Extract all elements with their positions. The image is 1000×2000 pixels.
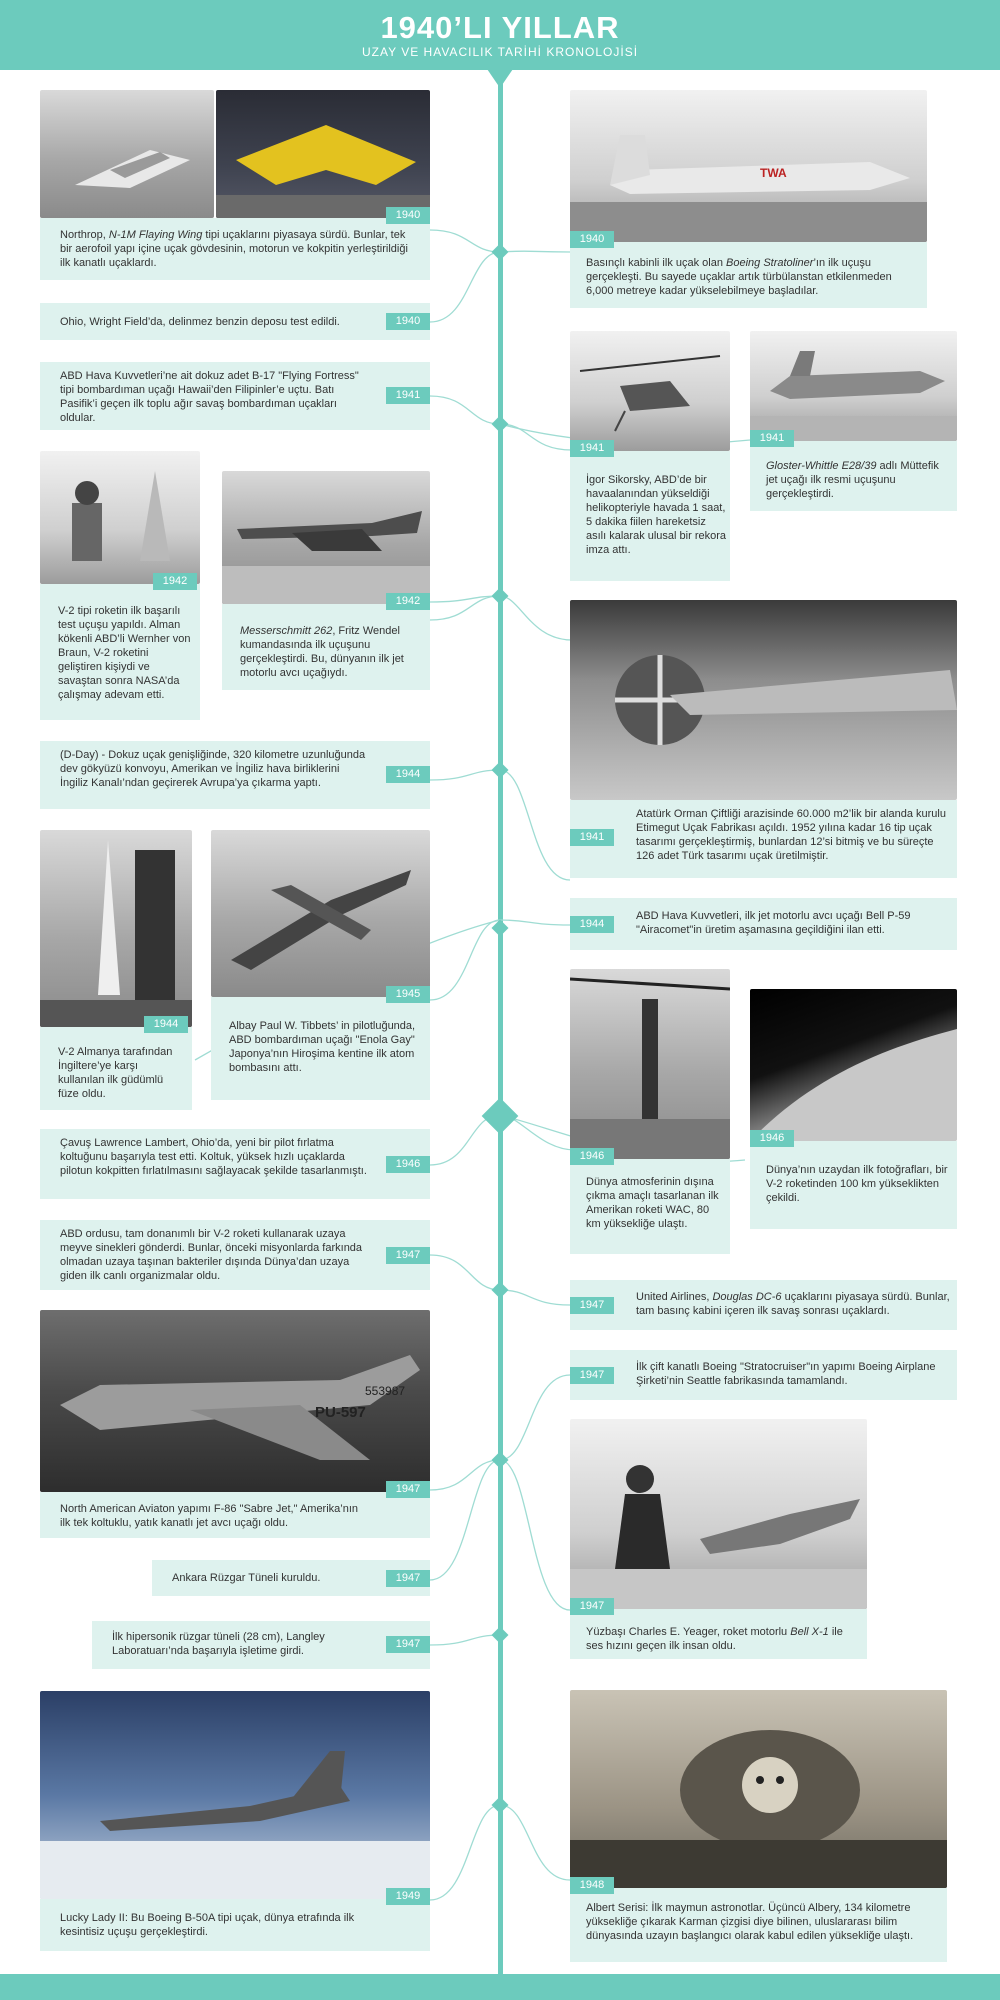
event-text: Dünya’nın uzaydan ilk fotoğrafları, bir V-2 roketinden 100 km yükseklikten çekildi. (766, 1164, 948, 1204)
year-badge: 1942 (153, 573, 197, 590)
year-badge: 1947 (386, 1570, 430, 1587)
event-text: V-2 Almanya tarafından İngiltere’ye karşı kullanılan ilk güdümlü füze oldu. (58, 1046, 173, 1100)
year-badge: 1940 (386, 313, 430, 330)
event-text: Albay Paul W. Tibbets’ in pilotluğunda, ABD bombardıman uçağı "Enola Gay" Japonya’nın Hiroşima kentine ilk atom bombasını attı. (229, 1020, 416, 1074)
year-badge: 1947 (386, 1636, 430, 1653)
albert-monkey-photo (570, 1690, 947, 1888)
year-badge: 1946 (570, 1148, 614, 1165)
year-badge: 1941 (386, 387, 430, 404)
von-braun-photo (40, 451, 200, 584)
event-card-1946-ejection-seat (40, 1129, 430, 1199)
event-card-1946-space-photo (750, 1132, 957, 1229)
event-card-1940-stratoliner (570, 233, 927, 308)
event-text: Dünya atmosferinin dışına çıkma amaçlı tasarlanan ilk Amerikan roketi WAC, 80 km yüksekliğe ulaştı. (586, 1176, 719, 1230)
year-badge: 1947 (570, 1598, 614, 1615)
event-text: Yüzbaşı Charles E. Yeager, roket motorlu Bell X-1 ile ses hızını geçen ilk insan oldu. (586, 1626, 843, 1652)
earth-from-space-photo (750, 989, 957, 1141)
year-badge: 1946 (386, 1156, 430, 1173)
event-card-1947-hypersonic-tunnel (92, 1621, 430, 1669)
year-badge: 1947 (570, 1297, 614, 1314)
event-text: V-2 tipi roketin ilk başarılı test uçuşu yapıldı. Alman kökenli ABD’li Wernher von Braun, V-2 roketini geliştiren kişiydi ve savaştan sonra NASA’da çalışmay adevam etti. (58, 605, 191, 701)
event-text: İgor Sikorsky, ABD’de bir havaalanından yükseldiği helikopteriyle havada 1 saat, 5 dakika fiilen hareketsiz asılı kalarak ulusal bir rekora imza attı. (586, 474, 727, 556)
event-text: Northrop, N-1M Flaying Wing tipi uçaklarını piyasaya sürdü. Bunlar, tek bir aerofoil yapı içine uçak gövdesinin, motorun ve kokpitin yerleştirildiği ilk kanatlı uçaklardı. (60, 229, 408, 269)
year-badge: 1944 (570, 916, 614, 933)
event-card-1949-lucky-lady (40, 1890, 430, 1951)
event-text: (D-Day) - Dokuz uçak genişliğinde, 320 kilometre uzunluğunda dev gökyüzü konvoyu, Amerikan ve İngiliz hava birliklerini İngiliz Kanalı’ndan geçirerek Avrupa’ya çıkarma yaptı. (60, 749, 366, 789)
event-text: Gloster-Whittle E28/39 adlı Müttefik jet uçağı ilk resmi uçuşunu gerçekleştirdi. (766, 460, 939, 500)
event-text: İlk çift kanatlı Boeing "Stratocruiser"ın yapımı Boeing Airplane Şirketi’nin Seattle fabrikasında tamamlandı. (636, 1361, 936, 1387)
event-card-1947-stratocruiser (570, 1350, 957, 1400)
sabre-fuselage-code: PU-597 (315, 1404, 366, 1421)
event-card-1947-dc6 (570, 1280, 957, 1330)
lucky-lady-photo (40, 1691, 430, 1899)
year-badge: 1947 (386, 1481, 430, 1498)
event-text: Atatürk Orman Çiftliği arazisinde 60.000 m2’lik bir alanda kurulu Etimegut Uçak Fabrikası açıldı. 1952 yılına kadar 16 tip uçak tasarımı gerçekleştirmiş, bunlardan 12’si bitmiş ve bu süreçte 126 adet Türk tasarımı uçak üretilmiştir. (636, 808, 946, 862)
year-badge: 1940 (570, 231, 614, 248)
event-text: Messerschmitt 262, Fritz Wendel kumandasında ilk uçuşunu gerçekleştirdi. Bu, dünyanın ilk jet motorlu avcı uçağıydı. (240, 625, 404, 679)
year-badge: 1945 (386, 986, 430, 1003)
year-badge: 1942 (386, 593, 430, 610)
yeager-bell-x1-photo (570, 1419, 867, 1609)
event-card-1940-flying-wing (40, 209, 430, 280)
event-card-1941-sikorsky (570, 442, 730, 581)
event-card-1944-v2-missile (40, 1018, 192, 1110)
flying-wing-photo (40, 90, 214, 218)
flying-wing-museum-photo (216, 90, 430, 218)
event-card-1942-v2 (40, 575, 200, 720)
year-badge: 1949 (386, 1888, 430, 1905)
messerschmitt-photo (222, 471, 430, 604)
etimesgut-factory-photo (570, 600, 957, 800)
event-card-1945-enola-gay (211, 988, 430, 1100)
footer-bar (0, 1974, 1000, 2000)
year-badge: 1941 (570, 440, 614, 457)
year-badge: 1940 (386, 207, 430, 224)
event-text: ABD ordusu, tam donanımlı bir V-2 roketi kullanarak uzaya meyve sinekleri gönderdi. Bunlar, önceki misyonlarda farkında olmadan uzaya taşınan bakteriler dışında Dünya’dan uzaya giden ilk canlı organizmalar oldu. (60, 1228, 363, 1282)
event-text: Ohio, Wright Field’da, delinmez benzin deposu test edildi. (60, 316, 340, 328)
sabre-tail-number: 553987 (365, 1384, 406, 1398)
event-card-1944-d-day (40, 741, 430, 809)
event-text: Lucky Lady II: Bu Boeing B-50A tipi uçak, dünya etrafında ilk kesintisiz uçuşu gerçekleştirdi. (60, 1912, 355, 1938)
year-badge: 1947 (386, 1247, 430, 1264)
event-card-1947-ankara-tunnel (152, 1560, 430, 1596)
year-badge: 1944 (386, 766, 430, 783)
stratoliner-livery: TWA (760, 166, 787, 180)
event-text: Albert Serisi: İlk maymun astronotlar. Üçüncü Albery, 134 kilometre yüksekliğe çıkarak Karman çizgisi diye bilinen, uluslararası bilim dünyasında uzayın başlangıcı olarak kabul edilen yüksekliğe ulaştı. (586, 1902, 914, 1942)
event-card-1944-p59 (570, 898, 957, 950)
event-text: Ankara Rüzgar Tüneli kuruldu. (172, 1572, 321, 1584)
event-card-1941-b17 (40, 362, 430, 430)
event-card-1946-wac (570, 1150, 730, 1254)
v2-launch-photo (40, 830, 192, 1027)
year-badge: 1944 (144, 1016, 188, 1033)
event-card-1947-fruit-flies (40, 1220, 430, 1290)
event-card-1941-gloster (750, 432, 957, 511)
page-title: 1940’LI YILLAR (380, 10, 620, 45)
year-badge: 1941 (570, 829, 614, 846)
event-text: United Airlines, Douglas DC-6 uçaklarını piyasaya sürdü. Bunlar, tam basınç kabini içeren ilk savaş sonrası uçaklardı. (636, 1291, 950, 1317)
wac-rocket-photo (570, 969, 730, 1159)
year-badge: 1946 (750, 1130, 794, 1147)
event-text: North American Aviaton yapımı F-86 "Sabre Jet," Amerika’nın ilk tek koltuklu, yatık kanatlı jet avcı uçağı oldu. (60, 1503, 359, 1529)
event-text: ABD Hava Kuvvetleri’ne ait dokuz adet B-17 "Flying Fortress" tipi bombardıman uçağı Hawaii’den Filipinler’e uçtu. Batı Pasifik’i geçen ilk toplu ağır savaş bombardıman uçakları oldular. (60, 370, 359, 424)
event-card-1947-f86 (40, 1483, 430, 1538)
stratoliner-photo (570, 90, 927, 242)
event-card-1942-me262 (222, 595, 430, 690)
event-card-1947-yeager (570, 1600, 867, 1659)
event-card-1948-albert (570, 1879, 947, 1962)
event-text: İlk hipersonik rüzgar tüneli (28 cm), Langley Laboratuarı’nda başarıyla işletime girdi. (112, 1631, 325, 1657)
year-badge: 1941 (750, 430, 794, 447)
event-card-1940-wright-field (40, 303, 430, 340)
sikorsky-helicopter-photo (570, 331, 730, 451)
f86-sabre-photo (40, 1310, 430, 1492)
event-text: Çavuş Lawrence Lambert, Ohio’da, yeni bir pilot fırlatma koltuğunu başarıyla test etti. Koltuk, yüksek hızlı uçaklarda pilotun kokpitten fırlatılmasını sağlayacak şekilde tasarlanmıştı. (60, 1137, 367, 1177)
event-text: Basınçlı kabinli ilk uçak olan Boeing Stratoliner’ın ilk uçuşu gerçekleşti. Bu sayede uçaklar artık türbülanstan etkilenmeden 6,000 metreye kadar yükselebilmeye başladılar. (586, 257, 892, 297)
event-card-1941-etimesgut (570, 800, 957, 878)
year-badge: 1948 (570, 1877, 614, 1894)
year-badge: 1947 (570, 1367, 614, 1384)
page-subtitle: UZAY VE HAVACILIK TARİHİ KRONOLOJİSİ (361, 45, 639, 59)
enola-gay-photo (211, 830, 430, 997)
gloster-jet-photo (750, 331, 957, 441)
event-text: ABD Hava Kuvvetleri, ilk jet motorlu avcı uçağı Bell P-59 "Airacomet"in üretim aşamasına geçildiğini ilan etti. (636, 910, 911, 936)
